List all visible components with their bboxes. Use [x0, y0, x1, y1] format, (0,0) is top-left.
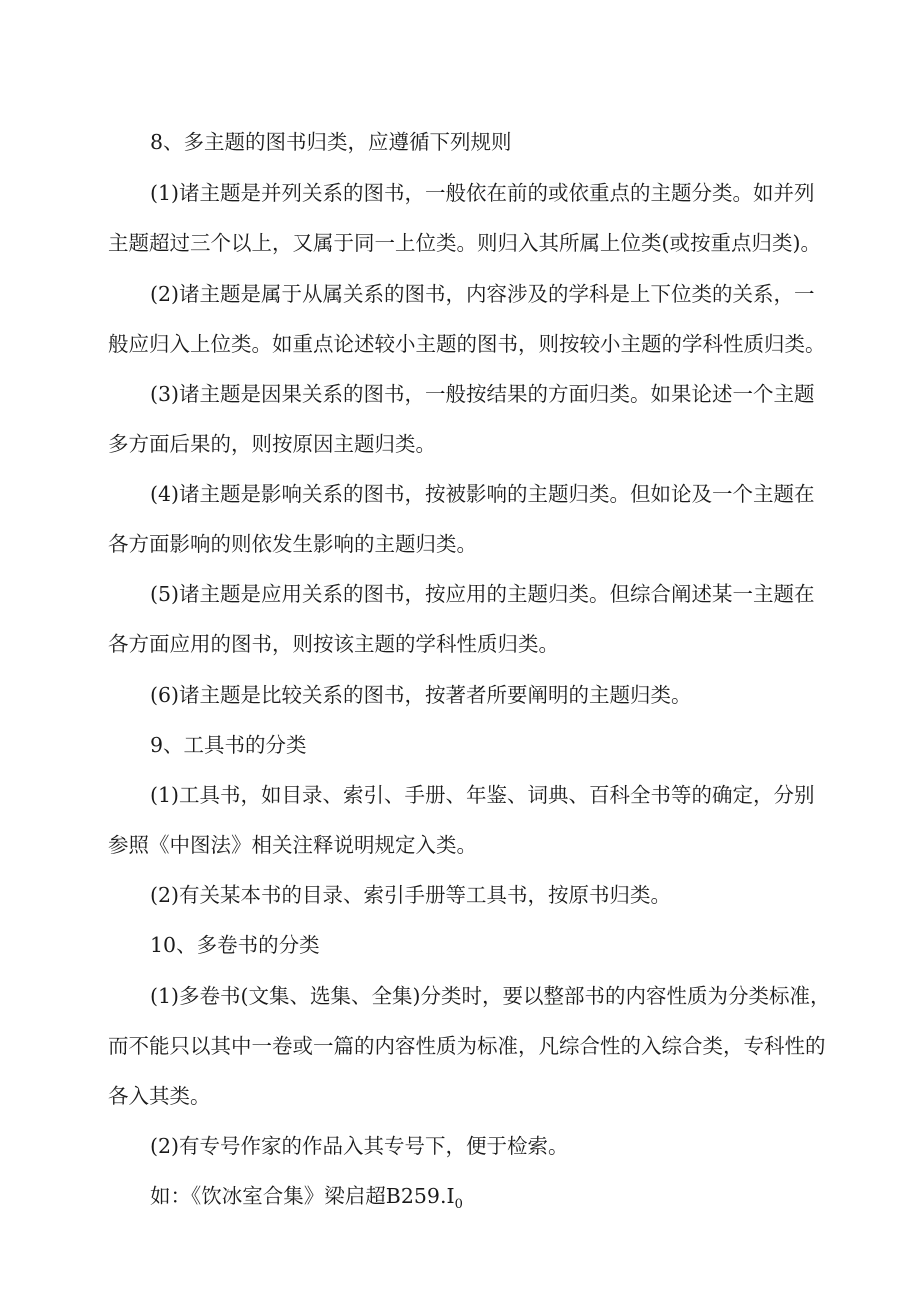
rule-10-1-line-2: 而不能只以其中一卷或一篇的内容性质为标准，凡综合性的入综合类，专科性的 — [108, 1034, 826, 1058]
rule-1-parallel-line-2: 主题超过三个以上，又属于同一上位类。则归入其所属上位类(或按重点归类)。 — [108, 231, 821, 255]
rule-9-1-line-2: 参照《中图法》相关注释说明规定入类。 — [108, 833, 477, 857]
rule-6-comparison-line: (6)诸主题是比较关系的图书，按著者所要阐明的主题归类。 — [150, 683, 692, 707]
rule-1-parallel-line-1: (1)诸主题是并列关系的图书，一般依在前的或依重点的主题分类。如并列 — [150, 181, 815, 205]
rule-10-1-line-3: 各入其类。 — [108, 1084, 211, 1108]
rule-3-causal-line-1: (3)诸主题是因果关系的图书，一般按结果的方面归类。如果论述一个主题 — [150, 382, 815, 406]
example-line — [150, 1181, 814, 1220]
rule-3-causal-line-2: 多方面后果的，则按原因主题归类。 — [108, 432, 436, 456]
heading-9-reference-books: 9、工具书的分类 — [150, 733, 307, 757]
rule-5-application-line-1: (5)诸主题是应用关系的图书，按应用的主题归类。但综合阐述某一主题在 — [150, 582, 815, 606]
example-text: 如：《饮冰室合集》梁启超B259.I — [150, 1184, 455, 1208]
rule-9-2-line: (2)有关某本书的目录、索引手册等工具书，按原书归类。 — [150, 883, 672, 907]
rule-10-1-line-1: (1)多卷书(文集、选集、全集)分类时，要以整部书的内容性质为分类标准， — [150, 984, 831, 1008]
rule-2-subordinate-line-1: (2)诸主题是属于从属关系的图书，内容涉及的学科是上下位类的关系，一 — [150, 282, 815, 306]
rule-2-subordinate-line-2: 般应归入上位类。如重点论述较小主题的图书，则按较小主题的学科性质归类。 — [108, 332, 826, 356]
rule-9-1-line-1: (1)工具书，如目录、索引、手册、年鉴、词典、百科全书等的确定，分别 — [150, 783, 815, 807]
example-subscript: 0 — [454, 1197, 463, 1212]
rule-4-influence-line-1: (4)诸主题是影响关系的图书，按被影响的主题归类。但如论及一个主题在 — [150, 482, 815, 506]
rule-10-2-line: (2)有专号作家的作品入其专号下，便于检索。 — [150, 1134, 569, 1158]
rule-5-application-line-2: 各方面应用的图书，则按该主题的学科性质归类。 — [108, 632, 559, 656]
heading-8-multi-topic: 8、多主题的图书归类，应遵循下列规则 — [150, 130, 512, 154]
heading-10-multi-volume: 10、多卷书的分类 — [150, 933, 320, 957]
rule-4-influence-line-2: 各方面影响的则依发生影响的主题归类。 — [108, 532, 477, 556]
